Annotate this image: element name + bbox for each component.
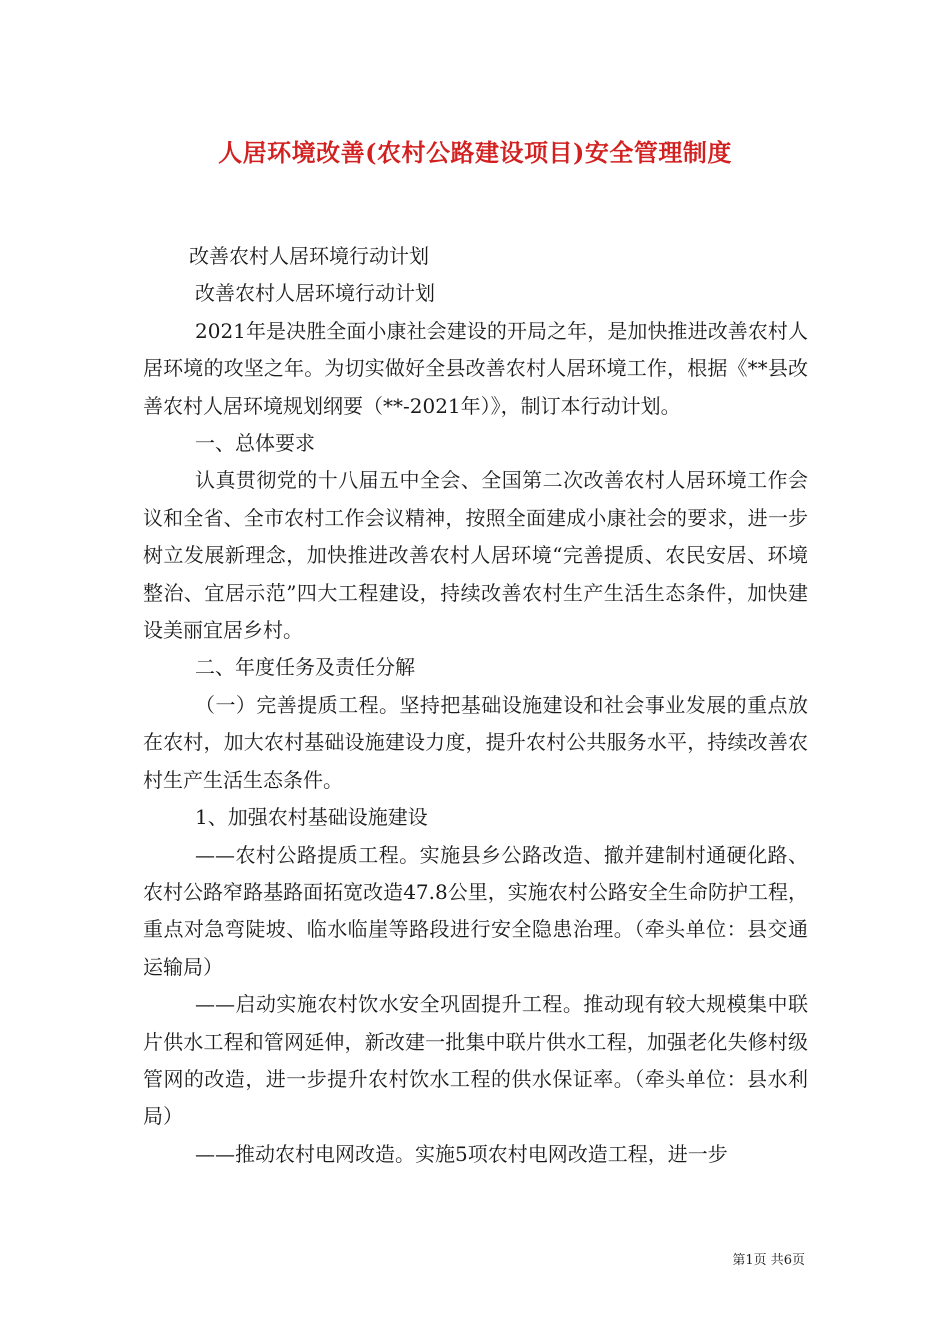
body-paragraph: 改善农村人居环境行动计划 <box>195 281 435 306</box>
subsection-heading: 1、加强农村基础设施建设 <box>195 805 428 830</box>
document-body <box>143 238 808 1173</box>
body-paragraph: 改善农村人居环境行动计划 <box>189 244 429 268</box>
body-paragraph: （一）完善提质工程。坚持把基础设施建设和社会事业发展的重点放在农村，加大农村基础设施建设力度，提升农村公共服务水平，持续改善农村生产生活生态条件。 <box>143 692 808 792</box>
body-paragraph: 认真贯彻党的十八届五中全会、全国第二次改善农村人居环境工作会议和全省、全市农村工作会议精神，按照全面建成小康社会的要求，进一步树立发展新理念，加快推进改善农村人居环境“完善提质、农民安居、环境整治、宜居示范”四大工程建设，持续改善农村生产生活生态条件，加快建设美丽宜居乡村。 <box>143 468 808 643</box>
document-title: 人居环境改善(农村公路建设项目)安全管理制度 <box>218 138 732 167</box>
body-paragraph: ——农村公路提质工程。实施县乡公路改造、撤并建制村通硬化路、农村公路窄路基路面拓宽改造47.8公里，实施农村公路安全生命防护工程，重点对急弯陡坡、临水临崖等路段进行安全隐患治理。（牵头单位：县交通运输局） <box>143 842 808 979</box>
section-heading: 二、年度任务及责任分解 <box>195 655 415 680</box>
page-indicator: 第1页 共6页 <box>732 1253 805 1268</box>
body-paragraph: 2021年是决胜全面小康社会建设的开局之年，是加快推进改善农村人居环境的攻坚之年。为切实做好全县改善农村人居环境工作，根据《**县改善农村人居环境规划纲要（**-2021年）》，制订本行动计划。 <box>143 318 808 418</box>
body-paragraph: ——启动实施农村饮水安全巩固提升工程。推动现有较大规模集中联片供水工程和管网延伸，新改建一批集中联片供水工程，加强老化失修村级管网的改造，进一步提升农村饮水工程的供水保证率。（牵头单位：县水利局） <box>143 992 808 1129</box>
section-heading: 一、总体要求 <box>195 431 315 456</box>
body-paragraph: ——推动农村电网改造。实施5项农村电网改造工程，进一步 <box>195 1141 728 1166</box>
